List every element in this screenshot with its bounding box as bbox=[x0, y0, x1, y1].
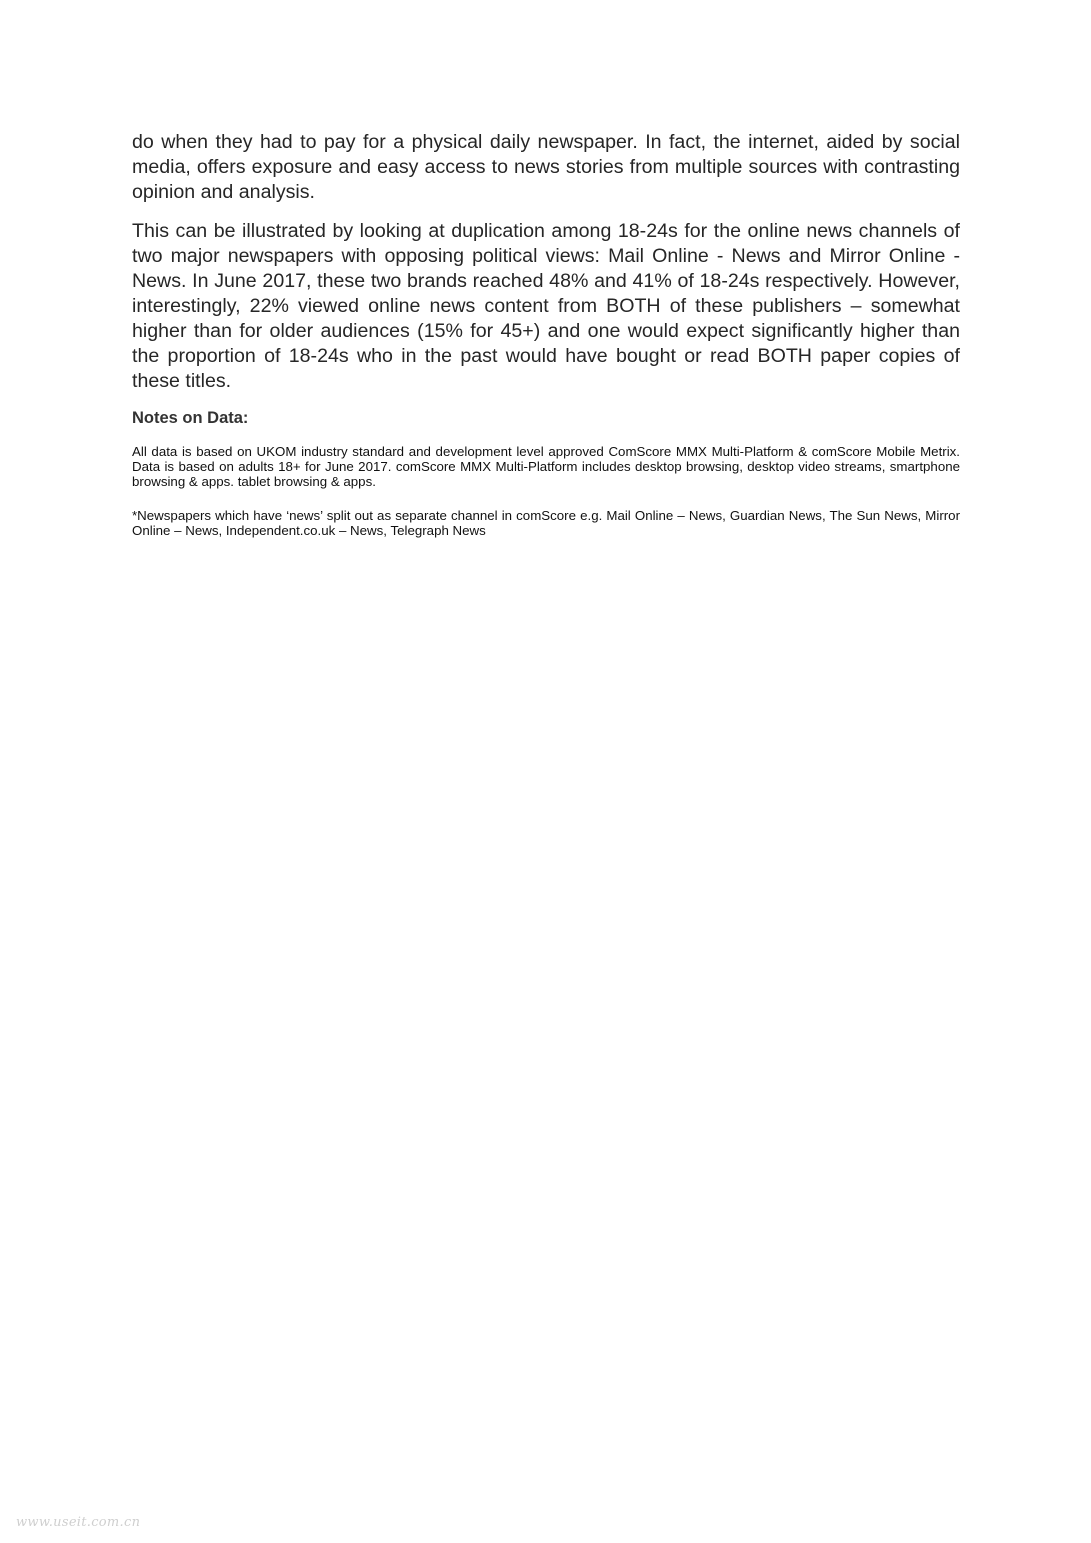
body-paragraph: do when they had to pay for a physical daily newspaper. In fact, the internet, aided by social media, offers exposure and easy access to news stories from multiple sources with contrasting opinion and analysis. bbox=[132, 131, 960, 203]
document-page bbox=[132, 130, 960, 557]
data-note-footnote: *Newspapers which have ‘news’ split out as separate channel in comScore e.g. Mail Online – News, Guardian News, The Sun News, Mirror Online – News, Independent.co.uk – News, Telegraph News bbox=[132, 508, 960, 538]
watermark: www.useit.com.cn bbox=[16, 1515, 141, 1530]
notes-heading: Notes on Data: bbox=[132, 409, 249, 427]
body-paragraph: This can be illustrated by looking at duplication among 18-24s for the online news channels of two major newspapers with opposing political views: Mail Online - News and Mirror Online - News. In June 2017, these two brands reached 48% and 41% of 18-24s respectively. However, interestingly, 22% viewed online news content from BOTH of these publishers – somewhat higher than for older audiences (15% for 45+) and one would expect significantly higher than the proportion of 18-24s who in the past would have bought or read BOTH paper copies of these titles. bbox=[132, 220, 960, 392]
data-note: All data is based on UKOM industry standard and development level approved ComScore MMX Multi-Platform & comScore Mobile Metrix. Data is based on adults 18+ for June 2017. comScore MMX Multi-Platform includes desktop browsing, desktop video streams, smartphone browsing & apps. tablet browsing & apps. bbox=[132, 444, 960, 489]
